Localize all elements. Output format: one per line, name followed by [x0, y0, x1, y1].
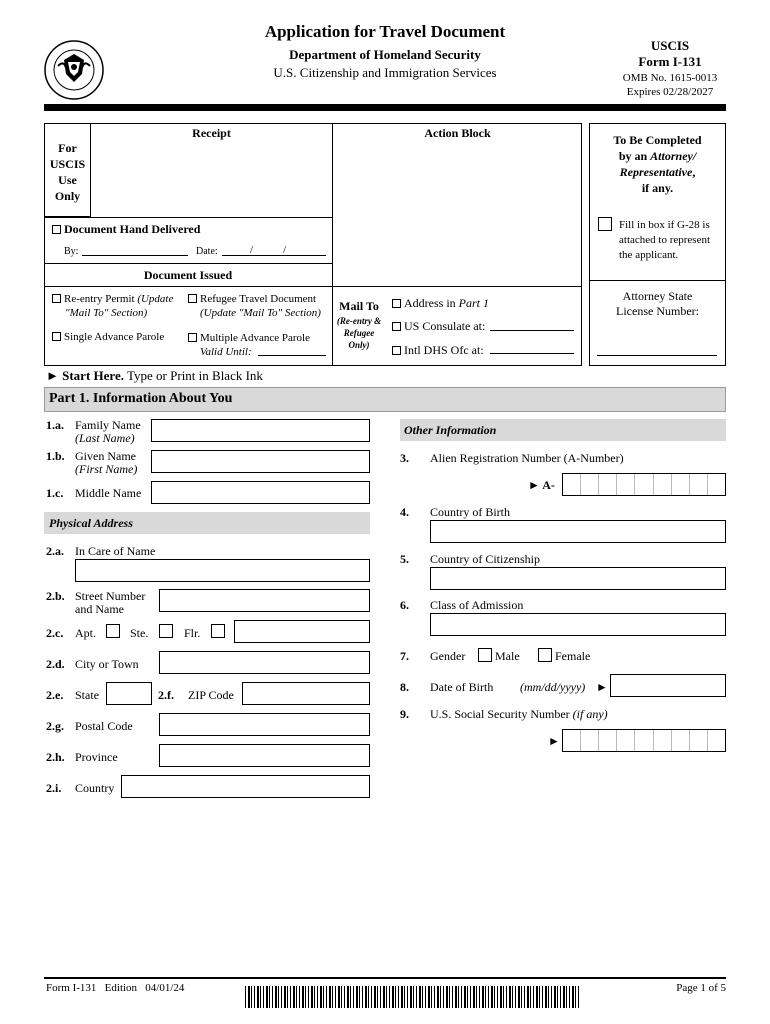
in-care-of-label: In Care of Name [75, 544, 156, 558]
field-7-number: 7. [400, 649, 409, 663]
other-info-heading: Other Information [404, 423, 497, 437]
apt-checkbox[interactable] [106, 624, 120, 638]
field-2a-number: 2.a. [46, 544, 64, 558]
address-in-part1-checkbox[interactable] [392, 299, 401, 308]
g28-checkbox[interactable] [598, 217, 612, 231]
doc-hand-delivered-checkbox[interactable] [52, 225, 61, 234]
field-2h-number: 2.h. [46, 750, 65, 764]
reentry-permit-option[interactable]: Re-entry Permit (Update "Mail To" Section) [52, 292, 173, 320]
by-line[interactable] [82, 255, 188, 256]
omb-number: OMB No. 1615-0013 [622, 72, 718, 84]
physical-address-heading: Physical Address [49, 516, 133, 530]
province-label: Province [75, 750, 118, 764]
given-name-sublabel: (First Name) [75, 462, 138, 476]
in-care-of-input[interactable] [75, 559, 370, 582]
field-2f-number: 2.f. [158, 688, 174, 702]
family-name-label: Family Name [75, 418, 141, 432]
doc-issued-mid-line [44, 286, 582, 287]
date-sep-2: / [283, 244, 287, 256]
document-issued-label: Document Issued [143, 268, 233, 282]
refugee-travel-checkbox[interactable] [188, 294, 197, 303]
field-4-number: 4. [400, 505, 409, 519]
attorney-divider [589, 280, 726, 281]
footer-page-number: Page 1 of 5 [676, 982, 726, 994]
form-title: Application for Travel Document [264, 22, 506, 41]
valid-until-line[interactable] [258, 355, 326, 356]
doc-hand-delivered-label: Document Hand Delivered [64, 222, 201, 236]
country-birth-input[interactable] [430, 520, 726, 543]
mail-to-label: Mail To [339, 299, 379, 313]
single-parole-checkbox[interactable] [52, 332, 61, 341]
gender-male-checkbox[interactable] [478, 648, 492, 662]
us-consulate-line[interactable] [490, 330, 574, 331]
intl-dhs-option[interactable]: Intl DHS Ofc at: [392, 343, 484, 358]
field-3-number: 3. [400, 451, 409, 465]
g28-text: Fill in box if G-28 is attached to represent the applicant. [619, 219, 711, 261]
action-block-label: Action Block [424, 126, 491, 140]
flr-label: Flr. [184, 626, 201, 640]
intl-dhs-line[interactable] [490, 353, 574, 354]
field-1b-number: 1.b. [46, 449, 65, 463]
reentry-permit-checkbox[interactable] [52, 294, 61, 303]
male-label: Male [495, 649, 520, 663]
ssn-label: U.S. Social Security Number (if any) [430, 707, 608, 721]
field-2d-number: 2.d. [46, 657, 65, 671]
city-label: City or Town [75, 657, 139, 671]
field-2e-number: 2.e. [46, 688, 64, 702]
family-name-input[interactable] [151, 419, 370, 442]
field-2b-number: 2.b. [46, 589, 65, 603]
multiple-parole-option[interactable]: Multiple Advance Parole Valid Until: [188, 331, 310, 359]
gender-female-checkbox[interactable] [538, 648, 552, 662]
state-input[interactable] [106, 682, 152, 705]
receipt-bottom-line [44, 217, 332, 218]
apt-label: Apt. [75, 626, 96, 640]
province-input[interactable] [159, 744, 370, 767]
city-input[interactable] [159, 651, 370, 674]
postal-code-label: Postal Code [75, 719, 133, 733]
a-number-prefix: ► A- [528, 478, 555, 492]
date-label: Date: [196, 246, 218, 257]
street-label: Street Number [75, 589, 146, 603]
us-consulate-checkbox[interactable] [392, 322, 401, 331]
header-rule [44, 104, 726, 111]
refugee-travel-option[interactable]: Refugee Travel Document (Update "Mail To" Section) [188, 292, 321, 320]
class-admission-label: Class of Admission [430, 598, 524, 612]
receipt-label: Receipt [192, 126, 231, 140]
country-citizenship-label: Country of Citizenship [430, 552, 540, 566]
us-consulate-option[interactable]: US Consulate at: [392, 319, 485, 334]
part1-title: Part 1. Information About You [49, 391, 233, 406]
department-name: Department of Homeland Security [289, 47, 481, 62]
multiple-parole-checkbox[interactable] [188, 333, 197, 342]
street-label-2: and Name [75, 602, 124, 616]
female-label: Female [555, 649, 591, 663]
footer-form-edition: Form I-131 Edition 04/01/24 [46, 982, 185, 994]
attorney-license-line[interactable] [597, 355, 717, 356]
field-2g-number: 2.g. [46, 719, 64, 733]
uscis-label: USCIS [650, 38, 690, 53]
postal-code-input[interactable] [159, 713, 370, 736]
country-birth-label: Country of Birth [430, 505, 510, 519]
state-label: State [75, 688, 99, 702]
by-label: By: [64, 246, 79, 257]
footer-rule [44, 977, 726, 979]
field-1a-number: 1.a. [46, 418, 64, 432]
dob-label: Date of Birth [430, 680, 494, 694]
given-name-input[interactable] [151, 450, 370, 473]
expiration-date: Expires 02/28/2027 [626, 86, 714, 98]
doc-issued-top-line [44, 263, 332, 264]
dob-format: (mm/dd/yyyy) [520, 680, 586, 694]
unit-number-input[interactable] [234, 620, 370, 643]
class-admission-input[interactable] [430, 613, 726, 636]
address-in-part1-option[interactable]: Address in Part 1 [392, 296, 489, 311]
given-name-label: Given Name [75, 449, 136, 463]
attorney-state-label: Attorney State License Number: [616, 289, 699, 318]
field-5-number: 5. [400, 552, 409, 566]
middle-name-label: Middle Name [75, 486, 142, 500]
ssn-arrow: ► [548, 734, 560, 748]
doc-hand-delivered[interactable] [52, 222, 200, 237]
ste-label: Ste. [130, 626, 149, 640]
single-parole-option[interactable]: Single Advance Parole [52, 331, 164, 343]
attorney-heading: To Be Completed by an Attorney/ Representative, if any. [613, 133, 702, 195]
ssn-input[interactable] [562, 729, 726, 752]
flr-checkbox[interactable] [211, 624, 225, 638]
a-number-input[interactable] [562, 473, 726, 496]
country-input[interactable] [121, 775, 370, 798]
mail-to-note: (Re-entry & Refugee Only) [336, 316, 382, 350]
a-number-label: Alien Registration Number (A-Number) [430, 451, 624, 465]
middle-name-input[interactable] [151, 481, 370, 504]
field-2i-number: 2.i. [46, 781, 62, 795]
start-here: ► Start Here. Type or Print in Black Ink [46, 368, 263, 383]
street-input[interactable] [159, 589, 370, 612]
country-label: Country [75, 781, 115, 795]
date-line[interactable] [222, 255, 326, 256]
field-9-number: 9. [400, 707, 409, 721]
form-number: Form I-131 [638, 54, 702, 69]
zip-input[interactable] [242, 682, 370, 705]
field-6-number: 6. [400, 598, 409, 612]
dhs-seal-icon [44, 40, 104, 100]
dob-arrow: ► [596, 680, 608, 694]
field-8-number: 8. [400, 680, 409, 694]
date-sep-1: / [250, 244, 254, 256]
country-citizenship-input[interactable] [430, 567, 726, 590]
dob-input[interactable] [610, 674, 726, 697]
barcode-icon [245, 986, 579, 1008]
field-1c-number: 1.c. [46, 486, 64, 500]
ste-checkbox[interactable] [159, 624, 173, 638]
intl-dhs-checkbox[interactable] [392, 346, 401, 355]
family-name-sublabel: (Last Name) [75, 431, 135, 445]
receipt-action-divider [332, 123, 333, 287]
agency-name: U.S. Citizenship and Immigration Services [273, 65, 497, 80]
gender-label: Gender [430, 649, 466, 663]
field-2c-number: 2.c. [46, 626, 64, 640]
for-uscis-label: For USCIS Use Only [49, 141, 86, 203]
zip-label: ZIP Code [188, 688, 234, 702]
